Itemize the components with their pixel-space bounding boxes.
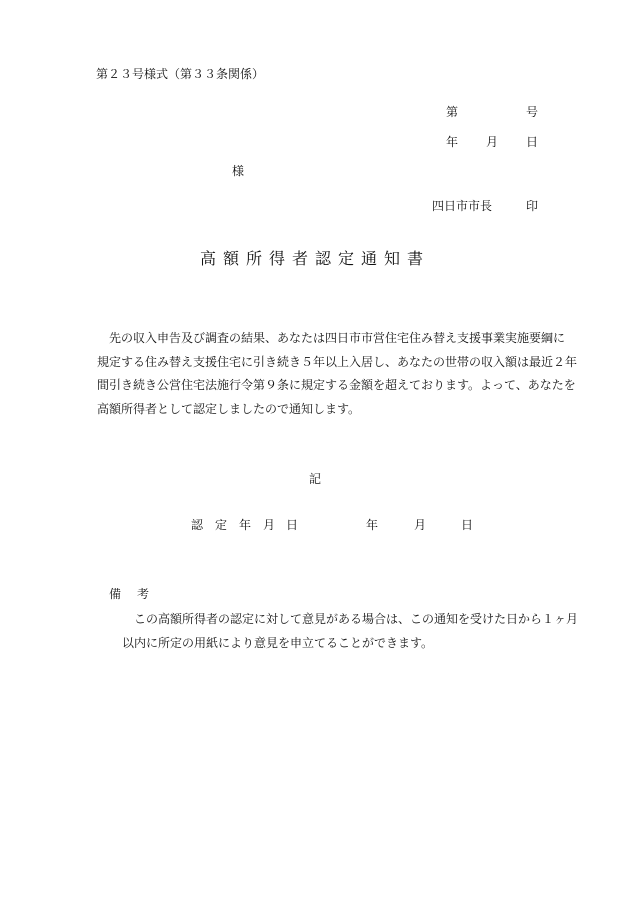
remarks-line: この高額所得者の認定に対して意見がある場合は、この通知を受けた日から１ヶ月 bbox=[122, 612, 579, 626]
document-number-prefix: 第 bbox=[446, 105, 459, 119]
approval-label-char: 日 bbox=[286, 518, 299, 532]
approval-label-char: 月 bbox=[263, 518, 276, 532]
addressee-suffix: 様 bbox=[232, 164, 245, 178]
document-number-suffix: 号 bbox=[526, 105, 539, 119]
approval-date-line bbox=[191, 518, 481, 532]
document-title: 高額所得者認定通知書 bbox=[199, 249, 430, 268]
issue-date-month: 月 bbox=[486, 135, 499, 149]
issuer-seal: 印 bbox=[526, 199, 539, 213]
issue-date-year: 年 bbox=[446, 135, 459, 149]
body-line: 先の収入申告及び調査の結果、あなたは四日市市営住宅住み替え支援事業実施要綱に bbox=[97, 331, 566, 345]
ki-heading: 記 bbox=[308, 472, 321, 486]
remarks-body bbox=[122, 607, 579, 655]
approval-month: 月 bbox=[414, 518, 427, 532]
notice-body bbox=[97, 327, 578, 421]
body-line: 規定する住み替え支援住宅に引き続き５年以上入居し、あなたの世帯の収入額は最近２年 bbox=[97, 354, 578, 369]
approval-day: 日 bbox=[461, 518, 474, 532]
form-number: 第２３号様式（第３３条関係） bbox=[96, 67, 265, 81]
approval-label-char: 認 bbox=[191, 518, 204, 532]
remarks-heading: 備 考 bbox=[109, 587, 152, 601]
body-line: 間引き続き公営住宅法施行令第９条に規定する金額を超えております。よって、あなたを bbox=[97, 378, 576, 392]
body-line: 高額所得者として認定しましたので通知します。 bbox=[97, 401, 361, 416]
approval-label-char: 年 bbox=[239, 518, 252, 532]
remarks-line: 以内に所定の用紙により意見を申立てることができます。 bbox=[122, 636, 434, 650]
issue-date-day: 日 bbox=[526, 135, 539, 149]
approval-label-char: 定 bbox=[215, 518, 228, 532]
approval-year: 年 bbox=[366, 518, 379, 532]
issuer-name: 四日市市長 bbox=[432, 199, 493, 213]
